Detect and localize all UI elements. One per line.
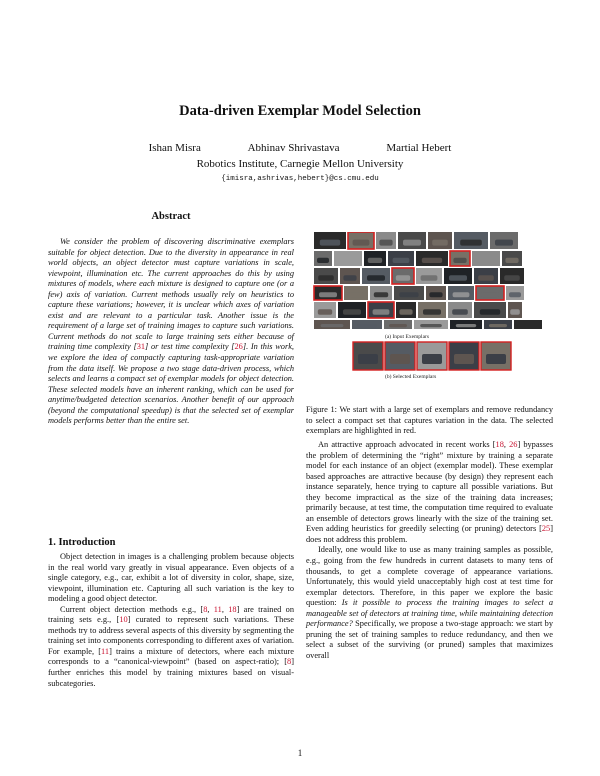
car-silhouette	[509, 292, 521, 297]
car-silhouette	[403, 240, 421, 246]
paper-title: Data-driven Exemplar Model Selection	[179, 103, 421, 119]
car-silhouette	[456, 324, 476, 327]
author-name: Ishan Misra	[148, 142, 201, 154]
car-silhouette	[318, 309, 332, 315]
car-silhouette	[504, 275, 520, 281]
car-silhouette	[393, 258, 410, 263]
affiliation: Robotics Institute, Carnegie Mellon University	[196, 158, 404, 170]
car-silhouette	[399, 292, 418, 297]
car-silhouette	[358, 354, 378, 364]
citation-link[interactable]: 18	[228, 604, 237, 614]
citation-link[interactable]: 11	[101, 646, 110, 656]
car-silhouette	[432, 240, 448, 246]
car-silhouette	[489, 324, 507, 327]
abstract-paragraph: We consider the problem of discovering discriminative exemplars suitable for object detection. Due to the diversity in appearance in real world objects, an object detector must capture variations in scale, viewpoint, illumination etc. The current approaches do this by using mixtures of models, where each mixture is designed to capture one (or a few) axis of variation. Current methods usually rely on heuristics to capture these variations; however, it is unclear which axes of variation exist and are relevant to a particular task. Another issue is the requirement of a large set of training images to capture such variations. Current methods do not scale to large training sets either because of training time complexity [31] or test time complexity [26]. In this work, we explore the idea of compactly capturing task-appropriate variation from the data itself. We propose a two stage data-driven process, which selects and learns a compact set of exemplar models for object detection. These selected models have an inherent ranking, which can be used for anytime/budgeted detection scenarios. Another benefit of our approach (beyond the computational speedup) is that the selected set of exemplar models performs better than the entire set.	[48, 237, 294, 426]
abstract-heading: Abstract	[151, 211, 191, 222]
subfigure-label-b: (b) Selected Exemplars	[385, 374, 437, 380]
abstract-body	[48, 237, 294, 427]
car-silhouette	[317, 258, 329, 263]
citation-link[interactable]: 25	[541, 524, 551, 534]
car-silhouette	[373, 309, 390, 315]
intro-paragraph: Current object detection methods e.g., [8, 11, 18] are trained on training sets e.g., [10] curated to represent such variations. These methods try to address several aspects of this diversity by segmenting the training set into components corresponding to different axes of variation. For example, [11] trains a mixture of detectors, where each mixture corresponds to a “canonical-viewpoint” (based on aspect-ratio); [8] further enriches this model by training mixtures based on visual-subcategories.	[48, 604, 295, 688]
introduction-body	[48, 552, 294, 689]
section-heading-introduction: 1. Introduction	[48, 537, 116, 548]
car-silhouette	[379, 240, 392, 246]
car-silhouette	[478, 275, 494, 281]
car-silhouette	[343, 309, 361, 315]
author-name: Martial Hebert	[386, 142, 452, 154]
page-number: 1	[297, 748, 303, 758]
car-silhouette	[367, 275, 385, 281]
input-exemplar-grid	[314, 232, 542, 329]
car-silhouette	[389, 324, 407, 327]
car-silhouette	[454, 354, 474, 364]
research-question: Is it possible to process the training images to select a manageable set of detectors at training time, while maintaining detection performance?	[306, 598, 553, 629]
citation-link[interactable]: 11	[213, 604, 222, 614]
car-silhouette	[353, 240, 370, 246]
car-silhouette	[422, 258, 442, 263]
car-silhouette	[374, 292, 388, 297]
car-silhouette	[453, 258, 466, 263]
car-silhouette	[460, 240, 482, 246]
car-silhouette	[453, 292, 470, 297]
right-column-body	[306, 440, 553, 661]
car-silhouette	[318, 275, 334, 281]
car-silhouette	[422, 354, 442, 364]
car-silhouette	[339, 258, 357, 263]
figure-caption: Figure 1: We start with a large set of exemplars and remove redundancy to select a compact set that captures variation in the data. The selected exemplars are highlighted in red.	[306, 405, 553, 436]
car-silhouette	[480, 309, 500, 315]
car-silhouette	[348, 292, 364, 297]
citation-link[interactable]: 18	[495, 440, 504, 449]
body-paragraph: Ideally, one would like to use as many training samples as possible, e.g., going from the few hundreds in current datasets to many tens of thousands, to get a complete coverage of appearance variations. Unfortunately, this would yield unacceptably high cost at test time for exemplar detectors. Therefore, in this paper we explore the basic question: Is it possible to process the training images to select a manageable set of detectors at training time, while maintaining detection performance? Specifically, we propose a two-stage approach: we start by pruning the set of training samples to reduce redundancy, and then we select a subset of the surviving (or pruned) samples that maximizes overall	[306, 545, 553, 660]
car-silhouette	[495, 240, 513, 246]
car-silhouette	[343, 275, 356, 281]
car-silhouette	[396, 275, 410, 281]
car-silhouette	[510, 309, 520, 315]
car-silhouette	[452, 309, 468, 315]
car-silhouette	[420, 324, 442, 327]
car-silhouette	[519, 324, 537, 327]
car-silhouette	[423, 309, 441, 315]
citation-link[interactable]: 31	[136, 342, 146, 352]
author-name: Abhinav Shrivastava	[247, 142, 340, 154]
author-email: {imisra,ashrivas,hebert}@cs.cmu.edu	[221, 175, 379, 183]
intro-paragraph: Object detection in images is a challenging problem because objects in the real world vary greatly in visual appearance. Even objects of a single category, e.g., car, exhibit a lot of diversity in color, shape, size, viewpoint, illumination etc. Capturing all such variation is the key to modeling a good object detector.	[48, 552, 294, 604]
car-silhouette	[320, 240, 340, 246]
subfigure-label-a: (a) Input Exemplars	[385, 334, 429, 340]
car-silhouette	[429, 292, 442, 297]
car-silhouette	[449, 275, 467, 281]
car-silhouette	[390, 354, 410, 364]
car-silhouette	[368, 258, 382, 263]
citation-link[interactable]: 8	[287, 657, 292, 667]
car-silhouette	[357, 324, 376, 327]
citation-link[interactable]: 26	[234, 342, 243, 352]
car-silhouette	[477, 258, 495, 263]
car-silhouette	[421, 275, 438, 281]
car-silhouette	[399, 309, 412, 315]
author-list	[0, 142, 600, 154]
car-silhouette	[319, 292, 337, 297]
selected-exemplar-strip	[353, 342, 511, 370]
body-paragraph: An attractive approach advocated in recent works [18, 26] bypasses the problem of determining the “right” mixture by training a separate model for each instance of an object (exemplar model). These exemplar based approaches are attractive because (by design) they represent each instance separately, hence trying to capture all possible variations. But they become impractical as the size of the training data increases; primarily because, at test time, the computation time required to evaluate an ensemble of detectors grows linearly with the size of the training set. Even adding heuristics for greedily selecting (or pruning) detectors [25] does not address this problem.	[306, 440, 554, 544]
citation-link[interactable]: 26	[509, 440, 518, 449]
car-silhouette	[486, 354, 506, 364]
citation-link[interactable]: 10	[119, 615, 128, 625]
exemplar-mosaic-graphic	[313, 232, 549, 394]
figure-exemplar-mosaic	[313, 232, 549, 394]
car-silhouette	[321, 324, 344, 327]
car-silhouette	[481, 292, 499, 297]
citation-link[interactable]: 8	[203, 604, 208, 614]
car-silhouette	[505, 258, 518, 263]
